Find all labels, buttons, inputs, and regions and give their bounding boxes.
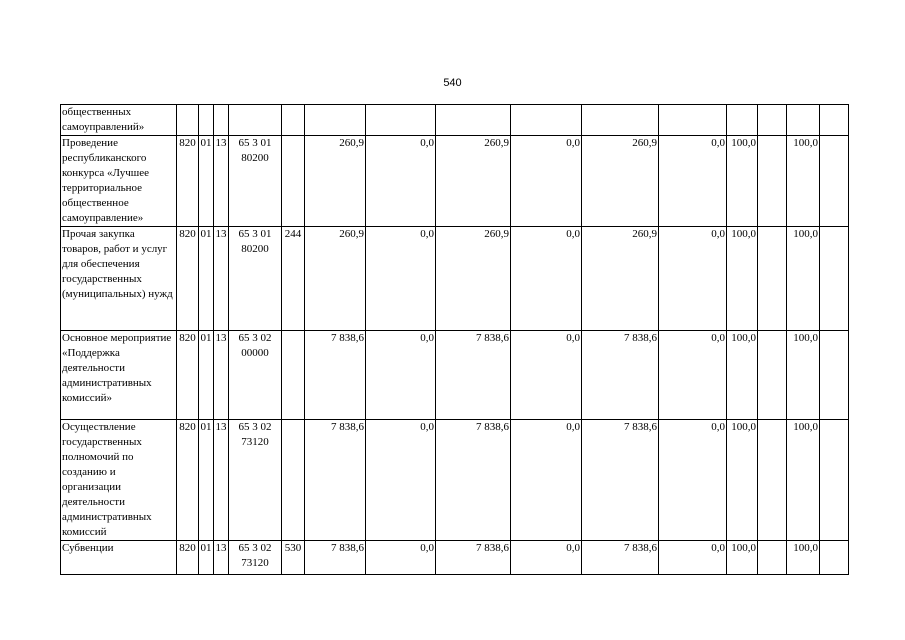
row-name: Осуществление государственных полномочий по созданию и организации деятельности административных комиссий — [61, 420, 177, 541]
row-section-code: 01 — [199, 136, 214, 227]
row-target-code: 65 3 02 00000 — [229, 331, 282, 420]
row-ved-code: 820 — [177, 541, 199, 575]
table-row — [61, 331, 849, 420]
row-ved-code — [177, 105, 199, 136]
row-percent-1: 100,0 — [727, 541, 758, 575]
row-section-code — [199, 105, 214, 136]
row-percent-2 — [758, 331, 787, 420]
row-ved-code: 820 — [177, 420, 199, 541]
row-subsection-code: 13 — [214, 420, 229, 541]
row-value-1: 7 838,6 — [305, 331, 366, 420]
row-subsection-code: 13 — [214, 541, 229, 575]
row-value-5: 7 838,6 — [582, 420, 659, 541]
row-subsection-code: 13 — [214, 227, 229, 331]
row-target-code: 65 3 01 80200 — [229, 136, 282, 227]
row-value-1: 260,9 — [305, 227, 366, 331]
row-name: Основное мероприятие «Поддержка деятельности административных комиссий» — [61, 331, 177, 420]
row-value-5: 260,9 — [582, 136, 659, 227]
row-value-6: 0,0 — [659, 420, 727, 541]
row-expense-type — [282, 136, 305, 227]
row-section-code: 01 — [199, 420, 214, 541]
row-percent-3: 100,0 — [787, 420, 820, 541]
page-number: 540 — [443, 77, 462, 89]
row-target-code — [229, 105, 282, 136]
budget-table — [60, 104, 849, 575]
table-row — [61, 420, 849, 541]
row-value-2: 0,0 — [366, 541, 436, 575]
row-value-4 — [511, 105, 582, 136]
row-value-6: 0,0 — [659, 136, 727, 227]
row-value-6: 0,0 — [659, 541, 727, 575]
row-percent-3: 100,0 — [787, 227, 820, 331]
row-section-code: 01 — [199, 227, 214, 331]
row-percent-1: 100,0 — [727, 136, 758, 227]
row-value-2: 0,0 — [366, 136, 436, 227]
row-value-3: 260,9 — [436, 136, 511, 227]
row-ved-code: 820 — [177, 227, 199, 331]
row-subsection-code: 13 — [214, 136, 229, 227]
row-target-code: 65 3 02 73120 — [229, 541, 282, 575]
row-percent-2 — [758, 105, 787, 136]
row-value-2 — [366, 105, 436, 136]
row-value-5: 260,9 — [582, 227, 659, 331]
row-value-4: 0,0 — [511, 227, 582, 331]
row-name: Субвенции — [61, 541, 177, 575]
row-percent-1: 100,0 — [727, 331, 758, 420]
row-target-code: 65 3 01 80200 — [229, 227, 282, 331]
row-value-4: 0,0 — [511, 420, 582, 541]
row-value-5: 7 838,6 — [582, 541, 659, 575]
row-section-code: 01 — [199, 541, 214, 575]
table-row — [61, 227, 849, 331]
row-percent-4 — [820, 105, 849, 136]
row-value-3 — [436, 105, 511, 136]
row-target-code: 65 3 02 73120 — [229, 420, 282, 541]
row-value-6 — [659, 105, 727, 136]
row-section-code: 01 — [199, 331, 214, 420]
row-percent-4 — [820, 420, 849, 541]
row-percent-2 — [758, 420, 787, 541]
table-row — [61, 105, 849, 136]
row-value-3: 7 838,6 — [436, 420, 511, 541]
row-percent-3: 100,0 — [787, 541, 820, 575]
row-value-3: 260,9 — [436, 227, 511, 331]
row-percent-1: 100,0 — [727, 420, 758, 541]
row-expense-type — [282, 105, 305, 136]
row-value-1 — [305, 105, 366, 136]
row-percent-2 — [758, 227, 787, 331]
row-percent-4 — [820, 541, 849, 575]
row-name: Прочая закупка товаров, работ и услуг для обеспечения государственных (муниципальных) нужд — [61, 227, 177, 331]
table-row — [61, 136, 849, 227]
row-value-1: 7 838,6 — [305, 541, 366, 575]
row-value-3: 7 838,6 — [436, 541, 511, 575]
row-percent-1: 100,0 — [727, 227, 758, 331]
row-subsection-code — [214, 105, 229, 136]
row-value-3: 7 838,6 — [436, 331, 511, 420]
row-percent-2 — [758, 136, 787, 227]
row-value-6: 0,0 — [659, 331, 727, 420]
row-percent-3: 100,0 — [787, 331, 820, 420]
row-percent-2 — [758, 541, 787, 575]
row-value-4: 0,0 — [511, 331, 582, 420]
row-percent-4 — [820, 331, 849, 420]
row-name: общественных самоуправлений» — [61, 105, 177, 136]
row-ved-code: 820 — [177, 136, 199, 227]
row-percent-3: 100,0 — [787, 136, 820, 227]
row-value-4: 0,0 — [511, 136, 582, 227]
row-subsection-code: 13 — [214, 331, 229, 420]
row-expense-type: 530 — [282, 541, 305, 575]
row-value-1: 260,9 — [305, 136, 366, 227]
row-percent-3 — [787, 105, 820, 136]
row-value-4: 0,0 — [511, 541, 582, 575]
row-percent-1 — [727, 105, 758, 136]
row-value-5 — [582, 105, 659, 136]
row-value-5: 7 838,6 — [582, 331, 659, 420]
row-expense-type — [282, 331, 305, 420]
row-value-2: 0,0 — [366, 420, 436, 541]
row-value-2: 0,0 — [366, 331, 436, 420]
row-percent-4 — [820, 227, 849, 331]
row-ved-code: 820 — [177, 331, 199, 420]
row-name: Проведение республиканского конкурса «Лучшее территориальное общественное самоуправление» — [61, 136, 177, 227]
row-expense-type: 244 — [282, 227, 305, 331]
row-value-6: 0,0 — [659, 227, 727, 331]
row-expense-type — [282, 420, 305, 541]
row-value-2: 0,0 — [366, 227, 436, 331]
row-percent-4 — [820, 136, 849, 227]
row-value-1: 7 838,6 — [305, 420, 366, 541]
table-row — [61, 541, 849, 575]
